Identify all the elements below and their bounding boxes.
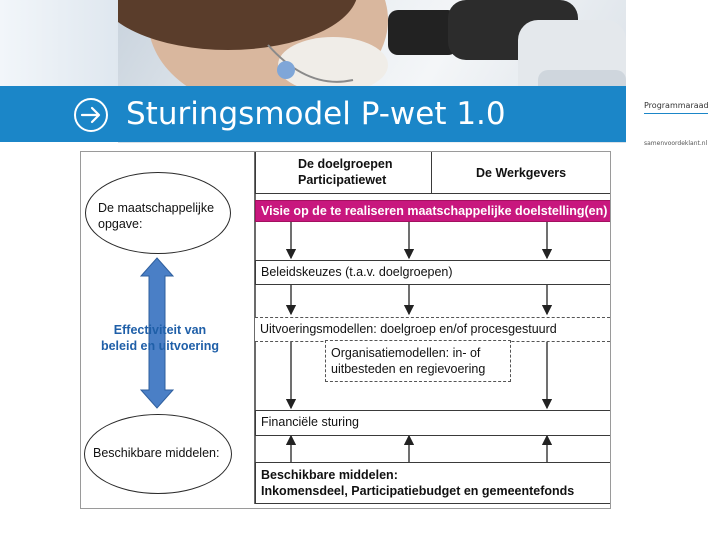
beschikbare-middelen-line2: Inkomensdeel, Participatiebudget en gemeentefonds (261, 484, 575, 498)
slide-title: Sturingsmodel P-wet 1.0 (126, 96, 506, 132)
header-doelgroepen-line2: Participatiewet (298, 173, 387, 187)
header-werkgevers (431, 152, 610, 194)
organisatiemodellen-line1: Organisatiemodellen: in- of (331, 346, 481, 360)
effectiviteit-label (95, 322, 225, 354)
sturingsmodel-diagram (80, 151, 611, 509)
financiele-sturing-box (255, 410, 610, 436)
organisatiemodellen-line2: uitbesteden en regievoering (331, 362, 486, 376)
uitvoeringsmodellen-box (255, 317, 610, 342)
vision-label: Visie op de te realiseren maatschappelijke doelstelling(en) (261, 204, 608, 218)
logo-text: Programmaraad (644, 101, 709, 110)
header-doelgroepen-line1: De doelgroepen (298, 157, 393, 171)
header-werkgevers-label: De Werkgevers (476, 166, 567, 180)
ellipse-top-line2: opgave: (98, 217, 143, 231)
beleidskeuzes-label: Beleidskeuzes (t.a.v. doelgroepen) (261, 265, 453, 279)
ellipse-bottom-label: Beschikbare middelen: (93, 446, 220, 460)
financiele-sturing-label: Financiële sturing (261, 415, 359, 429)
effectiviteit-line2: beleid en uitvoering (100, 339, 220, 353)
beschikbare-middelen-box (255, 462, 610, 504)
header-photo-left (0, 0, 118, 86)
logo-underline (644, 113, 708, 114)
ellipse-top-line1: De maatschappelijke (98, 201, 215, 215)
uitvoeringsmodellen-label: Uitvoeringsmodellen: doelgroep en/of procesgestuurd (260, 322, 557, 336)
effectiviteit-line1: Effectiviteit van (113, 323, 207, 337)
ellipse-beschikbare-middelen (84, 414, 232, 494)
organisatiemodellen-box (325, 340, 511, 382)
beleidskeuzes-box (255, 260, 610, 285)
vision-bar (255, 200, 610, 222)
logo-url: samenvoordeklant.nl (644, 140, 708, 147)
beschikbare-middelen-line1: Beschikbare middelen: (261, 468, 398, 482)
header-doelgroepen (255, 152, 433, 194)
arrow-right-circle-icon (72, 96, 110, 134)
ellipse-maatschappelijke-opgave (85, 172, 231, 254)
